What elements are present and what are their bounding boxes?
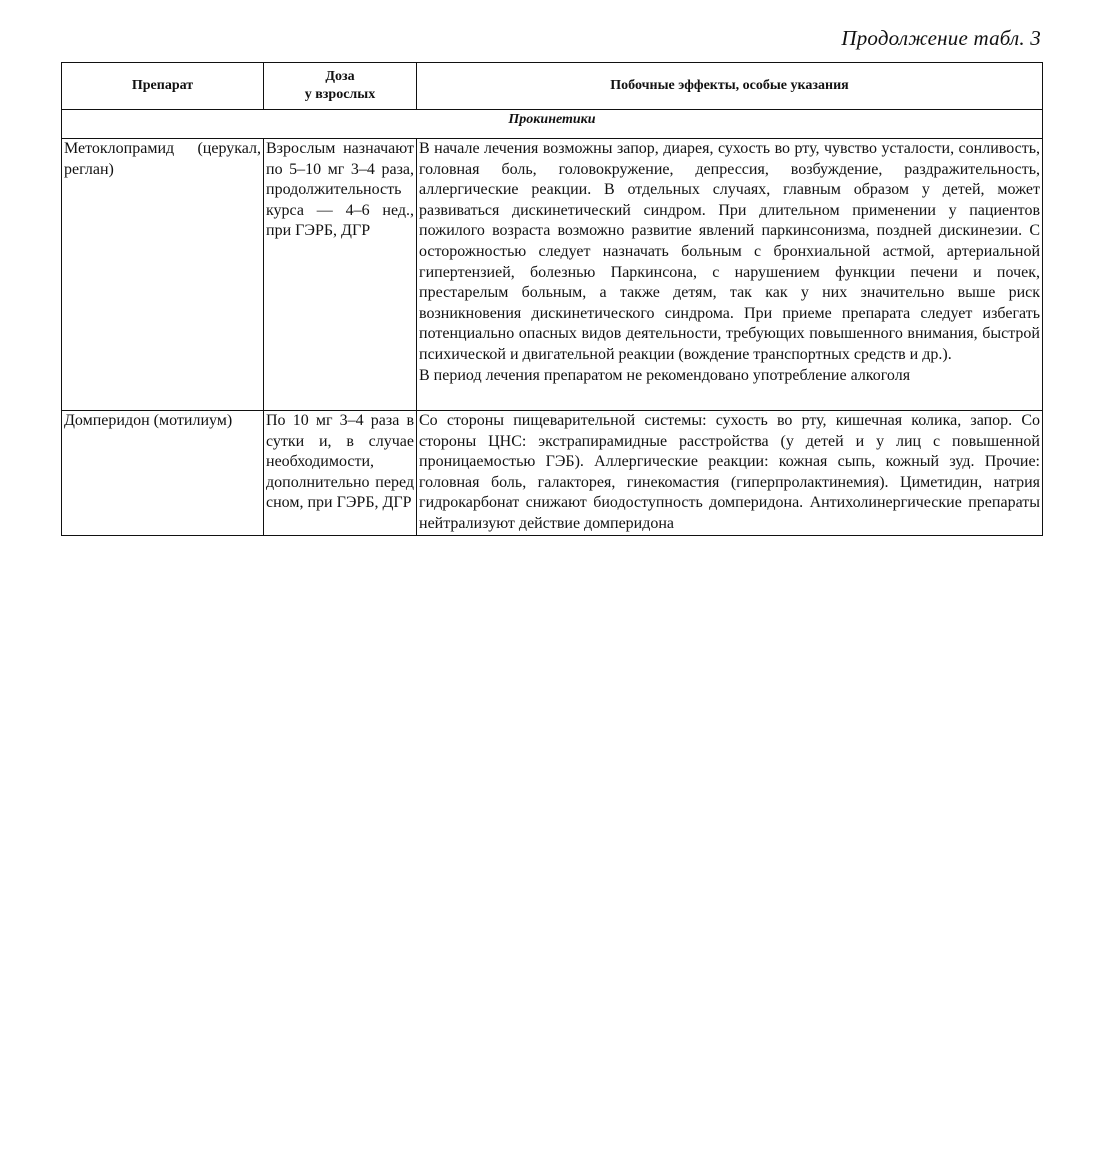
drug-name-cell: Домперидон (мотилиум) xyxy=(62,411,264,536)
table-continuation-caption: Продолжение табл. 3 xyxy=(841,26,1041,50)
section-title: Прокинетики xyxy=(62,110,1043,139)
effects-cell xyxy=(417,139,1043,411)
drug-table xyxy=(61,62,1043,536)
table-row xyxy=(62,139,1043,411)
table-row xyxy=(62,411,1043,536)
table-header-row xyxy=(62,63,1043,110)
effects-cell xyxy=(417,411,1043,536)
effects-paragraph: В начале лечения возможны запор, диарея, сухость во рту, чувство усталости, сонливость, головная боль, головокружение, депрессия, возбуждение, раздражительность, аллергические реакции. В отдельных случаях, главным образом у детей, может развиваться дискинетический синдром. При длительном применении у пациентов пожилого возраста возможно развитие явлений паркинсонизма, поздней дискинезии. С осторожностью следует назначать больным с бронхиальной астмой, артериальной гипертензией, болезнью Паркинсона, с нарушением функции печени и почек, престарелым больным, а также детям, так как у них значительно выше риск возникновения дискинетического синдрома. При приеме препарата следует избегать потенциально опасных видов деятельности, требующих повышенного внимания, быстрой психической и двигательной реакции (вождение транспортных средств и др.). xyxy=(419,140,1040,363)
drug-name-cell: Метоклопрамид (церукал, реглан) xyxy=(62,139,264,411)
header-dose: Доза у взрослых xyxy=(264,63,417,110)
section-row xyxy=(62,110,1043,139)
header-effects: Побочные эффекты, особые указания xyxy=(417,63,1043,110)
effects-paragraph: В период лечения препаратом не рекомендовано употребление алкоголя xyxy=(419,366,911,384)
dose-cell: Взрослым назначают по 5–10 мг 3–4 раза, продолжительность курса — 4–6 нед., при ГЭРБ, ДГР xyxy=(264,139,417,411)
effects-paragraph: Со стороны пищеварительной системы: сухость во рту, кишечная колика, запор. Со стороны ЦНС: экстрапирамидные расстройства (у детей и у лиц с повышенной проницаемостью ГЭБ). Аллергические реакции: кожная сыпь, кожный зуд. Прочие: головная боль, галакторея, гинекомастия (гиперпролактинемия). Циметидин, натрия гидрокарбонат снижают биодоступность домперидона. Антихолинергические препараты нейтрализуют действие домперидона xyxy=(419,412,1040,532)
header-drug: Препарат xyxy=(62,63,264,110)
dose-cell: По 10 мг 3–4 раза в сутки и, в случае необходимости, дополнительно перед сном, при ГЭРБ, ДГР xyxy=(264,411,417,536)
